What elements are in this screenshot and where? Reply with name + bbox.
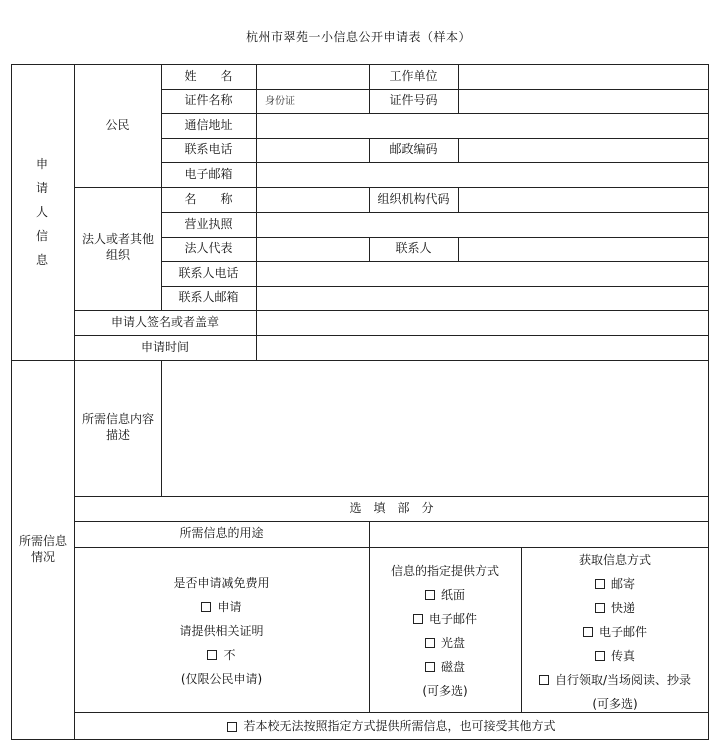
- obtain-email-option[interactable]: 电子邮件: [521, 620, 709, 644]
- date-field[interactable]: [257, 336, 708, 359]
- applicant-info-label: 申 请 人 信 息: [35, 157, 48, 267]
- obtain-mail-option[interactable]: 邮寄: [521, 572, 709, 596]
- format-cd-option[interactable]: 光盘: [369, 631, 521, 655]
- fee-note: 请提供相关证明: [179, 624, 264, 638]
- fee-no-checkbox[interactable]: [207, 650, 217, 660]
- contact-email-field[interactable]: [257, 287, 708, 309]
- work-unit-label: 工作单位: [389, 68, 438, 83]
- obtain-fax-option[interactable]: 传真: [521, 644, 709, 668]
- obtain-method-note: (可多选): [592, 697, 638, 711]
- fee-apply-option[interactable]: 申请: [74, 595, 369, 619]
- description-label: 所需信息内容描述: [81, 412, 154, 442]
- obtain-courier-option[interactable]: 快递: [521, 596, 709, 620]
- delivery-format-group: [369, 559, 521, 703]
- email-label: 电子邮箱: [184, 166, 233, 181]
- obtain-email-checkbox[interactable]: [583, 627, 593, 637]
- format-disk-checkbox[interactable]: [425, 662, 435, 672]
- contact-phone-label: 联系人电话: [178, 265, 239, 280]
- organization-label: 法人或者其他组织: [81, 232, 154, 262]
- phone-label: 联系电话: [184, 142, 233, 157]
- org-name-label: 名 称: [184, 191, 233, 206]
- purpose-field[interactable]: [370, 522, 708, 546]
- email-field[interactable]: [257, 163, 708, 186]
- license-field[interactable]: [257, 213, 708, 236]
- obtain-fax-checkbox[interactable]: [595, 651, 605, 661]
- legal-rep-label: 法人代表: [184, 241, 233, 256]
- fallback-option[interactable]: [74, 713, 709, 740]
- signature-field[interactable]: [257, 311, 708, 334]
- obtain-method-group: [521, 548, 709, 716]
- contact-phone-field[interactable]: [257, 262, 708, 285]
- name-field[interactable]: [257, 65, 368, 88]
- fallback-checkbox[interactable]: [227, 722, 237, 732]
- address-field[interactable]: [257, 114, 708, 137]
- postcode-label: 邮政编码: [389, 142, 438, 157]
- form-title: 杭州市翠苑一小信息公开申请表（样本）: [245, 30, 471, 44]
- address-label: 通信地址: [184, 117, 233, 132]
- name-label: 姓 名: [184, 68, 233, 83]
- delivery-format-note: (可多选): [422, 684, 468, 698]
- date-label: 申请时间: [140, 339, 189, 354]
- contact-field[interactable]: [459, 238, 708, 260]
- fee-apply-checkbox[interactable]: [201, 602, 211, 612]
- optional-section-header: 选 填 部 分: [349, 500, 434, 515]
- obtain-mail-checkbox[interactable]: [595, 579, 605, 589]
- format-email-option[interactable]: 电子邮件: [369, 607, 521, 631]
- contact-label: 联系人: [395, 241, 432, 256]
- postcode-field[interactable]: [459, 139, 708, 161]
- delivery-format-label: 信息的指定提供方式: [390, 564, 499, 578]
- format-cd-checkbox[interactable]: [425, 638, 435, 648]
- obtain-self-pickup-option[interactable]: 自行领取/当场阅读、抄录: [521, 668, 709, 692]
- id-type-label: 证件名称: [184, 93, 233, 108]
- format-email-checkbox[interactable]: [413, 614, 423, 624]
- org-name-field[interactable]: [257, 188, 368, 211]
- purpose-label: 所需信息的用途: [179, 526, 264, 541]
- id-type-field[interactable]: 身份证: [265, 95, 295, 107]
- id-number-label: 证件号码: [389, 93, 438, 108]
- id-number-field[interactable]: [459, 90, 708, 112]
- fee-no-option[interactable]: 不: [74, 643, 369, 667]
- org-code-field[interactable]: [459, 188, 708, 211]
- format-disk-option[interactable]: 磁盘: [369, 655, 521, 679]
- obtain-self-pickup-checkbox[interactable]: [539, 675, 549, 685]
- phone-field[interactable]: [257, 139, 368, 161]
- license-label: 营业执照: [184, 216, 233, 231]
- description-field[interactable]: [162, 361, 708, 495]
- fee-limit-note: (仅限公民申请): [180, 672, 263, 686]
- fallback-text: 若本校无法按照指定方式提供所需信息，也可接受其他方式: [243, 718, 556, 733]
- obtain-method-label: 获取信息方式: [578, 553, 651, 567]
- info-section-label: 所需信息情况: [18, 534, 67, 564]
- fee-waiver-group: [74, 571, 369, 691]
- contact-email-label: 联系人邮箱: [178, 290, 239, 305]
- obtain-courier-checkbox[interactable]: [595, 603, 605, 613]
- work-unit-field[interactable]: [459, 65, 708, 88]
- signature-label: 申请人签名或者盖章: [110, 314, 219, 329]
- format-paper-option[interactable]: 纸面: [369, 583, 521, 607]
- format-paper-checkbox[interactable]: [425, 590, 435, 600]
- legal-rep-field[interactable]: [257, 238, 368, 260]
- org-code-label: 组织机构代码: [377, 191, 450, 206]
- fee-waiver-question: 是否申请减免费用: [173, 576, 270, 590]
- citizen-label: 公民: [105, 117, 130, 132]
